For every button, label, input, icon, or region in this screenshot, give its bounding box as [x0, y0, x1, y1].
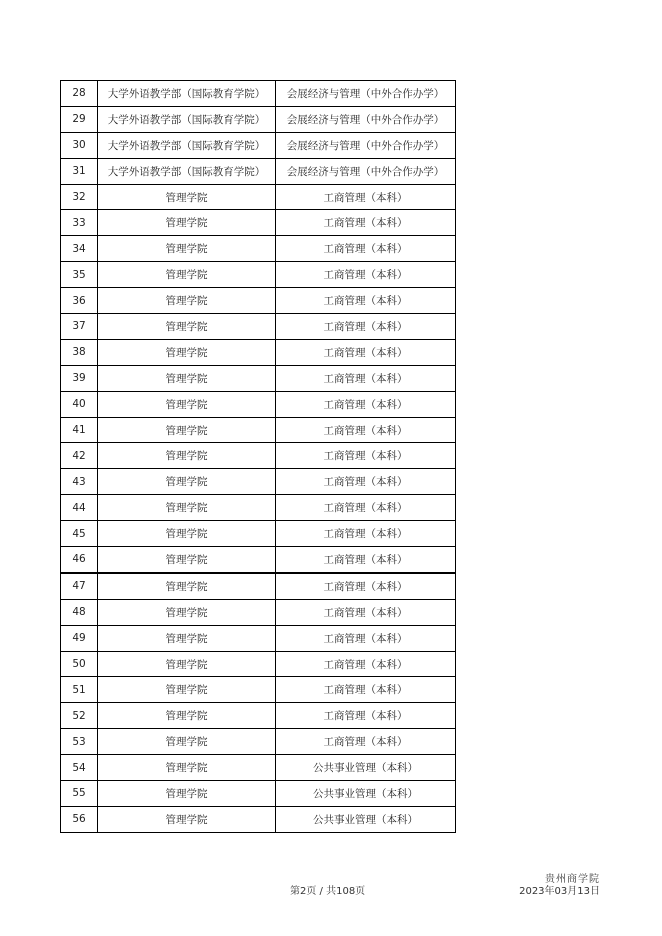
table-row: [61, 106, 456, 132]
major-cell: 公共事业管理（本科）: [276, 755, 456, 781]
row-number: 47: [61, 573, 98, 599]
row-number: 45: [61, 521, 98, 547]
table-row: [61, 521, 456, 547]
table-row: [61, 625, 456, 651]
row-number: 42: [61, 443, 98, 469]
college-cell: 管理学院: [98, 521, 276, 547]
row-number: 31: [61, 158, 98, 184]
major-cell: 工商管理（本科）: [276, 547, 456, 573]
table-row: [61, 288, 456, 314]
major-cell: 工商管理（本科）: [276, 573, 456, 599]
major-cell: 工商管理（本科）: [276, 443, 456, 469]
college-cell: 大学外语教学部（国际教育学院）: [98, 158, 276, 184]
row-number: 30: [61, 132, 98, 158]
college-cell: 管理学院: [98, 391, 276, 417]
major-cell: 工商管理（本科）: [276, 184, 456, 210]
table-row: [61, 365, 456, 391]
table-row: [61, 417, 456, 443]
major-cell: 工商管理（本科）: [276, 677, 456, 703]
college-cell: 管理学院: [98, 781, 276, 807]
major-cell: 工商管理（本科）: [276, 288, 456, 314]
college-cell: 管理学院: [98, 469, 276, 495]
row-number: 38: [61, 339, 98, 365]
major-cell: 工商管理（本科）: [276, 417, 456, 443]
college-cell: 大学外语教学部（国际教育学院）: [98, 106, 276, 132]
major-cell: 工商管理（本科）: [276, 236, 456, 262]
major-cell: 工商管理（本科）: [276, 365, 456, 391]
row-number: 52: [61, 703, 98, 729]
major-cell: 公共事业管理（本科）: [276, 781, 456, 807]
page-number: 第2页 / 共108页: [290, 886, 366, 897]
table-row: [61, 599, 456, 625]
row-number: 54: [61, 755, 98, 781]
row-number: 51: [61, 677, 98, 703]
row-number: 56: [61, 806, 98, 832]
major-cell: 会展经济与管理（中外合作办学）: [276, 106, 456, 132]
table-row: [61, 547, 456, 573]
major-cell: 会展经济与管理（中外合作办学）: [276, 132, 456, 158]
row-number: 36: [61, 288, 98, 314]
table-row: [61, 573, 456, 599]
table-row: [61, 81, 456, 107]
major-cell: 工商管理（本科）: [276, 262, 456, 288]
table-row: [61, 469, 456, 495]
major-cell: 公共事业管理（本科）: [276, 806, 456, 832]
college-cell: 管理学院: [98, 677, 276, 703]
table-row: [61, 677, 456, 703]
row-number: 29: [61, 106, 98, 132]
table-row: [61, 262, 456, 288]
college-cell: 管理学院: [98, 236, 276, 262]
college-cell: 管理学院: [98, 651, 276, 677]
table-row: [61, 495, 456, 521]
college-cell: 大学外语教学部（国际教育学院）: [98, 81, 276, 107]
college-cell: 管理学院: [98, 625, 276, 651]
major-cell: 工商管理（本科）: [276, 625, 456, 651]
table-row: [61, 210, 456, 236]
major-cell: 工商管理（本科）: [276, 651, 456, 677]
college-cell: 管理学院: [98, 262, 276, 288]
table-row: [61, 391, 456, 417]
row-number: 32: [61, 184, 98, 210]
row-number: 48: [61, 599, 98, 625]
major-cell: 工商管理（本科）: [276, 314, 456, 340]
row-number: 55: [61, 781, 98, 807]
major-cell: 会展经济与管理（中外合作办学）: [276, 81, 456, 107]
college-cell: 管理学院: [98, 755, 276, 781]
table-row: [61, 314, 456, 340]
major-cell: 工商管理（本科）: [276, 729, 456, 755]
row-number: 44: [61, 495, 98, 521]
table-row: [61, 132, 456, 158]
college-cell: 管理学院: [98, 288, 276, 314]
major-cell: 工商管理（本科）: [276, 495, 456, 521]
table-row: [61, 236, 456, 262]
row-number: 41: [61, 417, 98, 443]
college-cell: 管理学院: [98, 703, 276, 729]
row-number: 53: [61, 729, 98, 755]
college-cell: 管理学院: [98, 210, 276, 236]
table-row: [61, 158, 456, 184]
table-row: [61, 443, 456, 469]
major-cell: 工商管理（本科）: [276, 521, 456, 547]
college-cell: 管理学院: [98, 339, 276, 365]
row-number: 34: [61, 236, 98, 262]
table-row: [61, 806, 456, 832]
row-number: 33: [61, 210, 98, 236]
organization-name: 贵州商学院: [545, 874, 600, 885]
college-cell: 大学外语教学部（国际教育学院）: [98, 132, 276, 158]
college-cell: 管理学院: [98, 573, 276, 599]
row-number: 43: [61, 469, 98, 495]
college-cell: 管理学院: [98, 365, 276, 391]
major-cell: 工商管理（本科）: [276, 210, 456, 236]
college-cell: 管理学院: [98, 495, 276, 521]
row-number: 37: [61, 314, 98, 340]
college-cell: 管理学院: [98, 184, 276, 210]
table-row: [61, 703, 456, 729]
college-cell: 管理学院: [98, 806, 276, 832]
major-cell: 会展经济与管理（中外合作办学）: [276, 158, 456, 184]
table-row: [61, 755, 456, 781]
row-number: 49: [61, 625, 98, 651]
row-number: 50: [61, 651, 98, 677]
row-number: 28: [61, 81, 98, 107]
row-number: 35: [61, 262, 98, 288]
college-cell: 管理学院: [98, 443, 276, 469]
college-cell: 管理学院: [98, 599, 276, 625]
table-row: [61, 339, 456, 365]
row-number: 39: [61, 365, 98, 391]
major-cell: 工商管理（本科）: [276, 703, 456, 729]
table-row: [61, 651, 456, 677]
college-cell: 管理学院: [98, 314, 276, 340]
major-cell: 工商管理（本科）: [276, 599, 456, 625]
student-table: [60, 80, 456, 833]
college-cell: 管理学院: [98, 417, 276, 443]
major-cell: 工商管理（本科）: [276, 469, 456, 495]
table-row: [61, 781, 456, 807]
table-row: [61, 184, 456, 210]
major-cell: 工商管理（本科）: [276, 391, 456, 417]
table-row: [61, 729, 456, 755]
major-cell: 工商管理（本科）: [276, 339, 456, 365]
row-number: 40: [61, 391, 98, 417]
college-cell: 管理学院: [98, 547, 276, 573]
row-number: 46: [61, 547, 98, 573]
college-cell: 管理学院: [98, 729, 276, 755]
document-date: 2023年03月13日: [519, 886, 600, 897]
